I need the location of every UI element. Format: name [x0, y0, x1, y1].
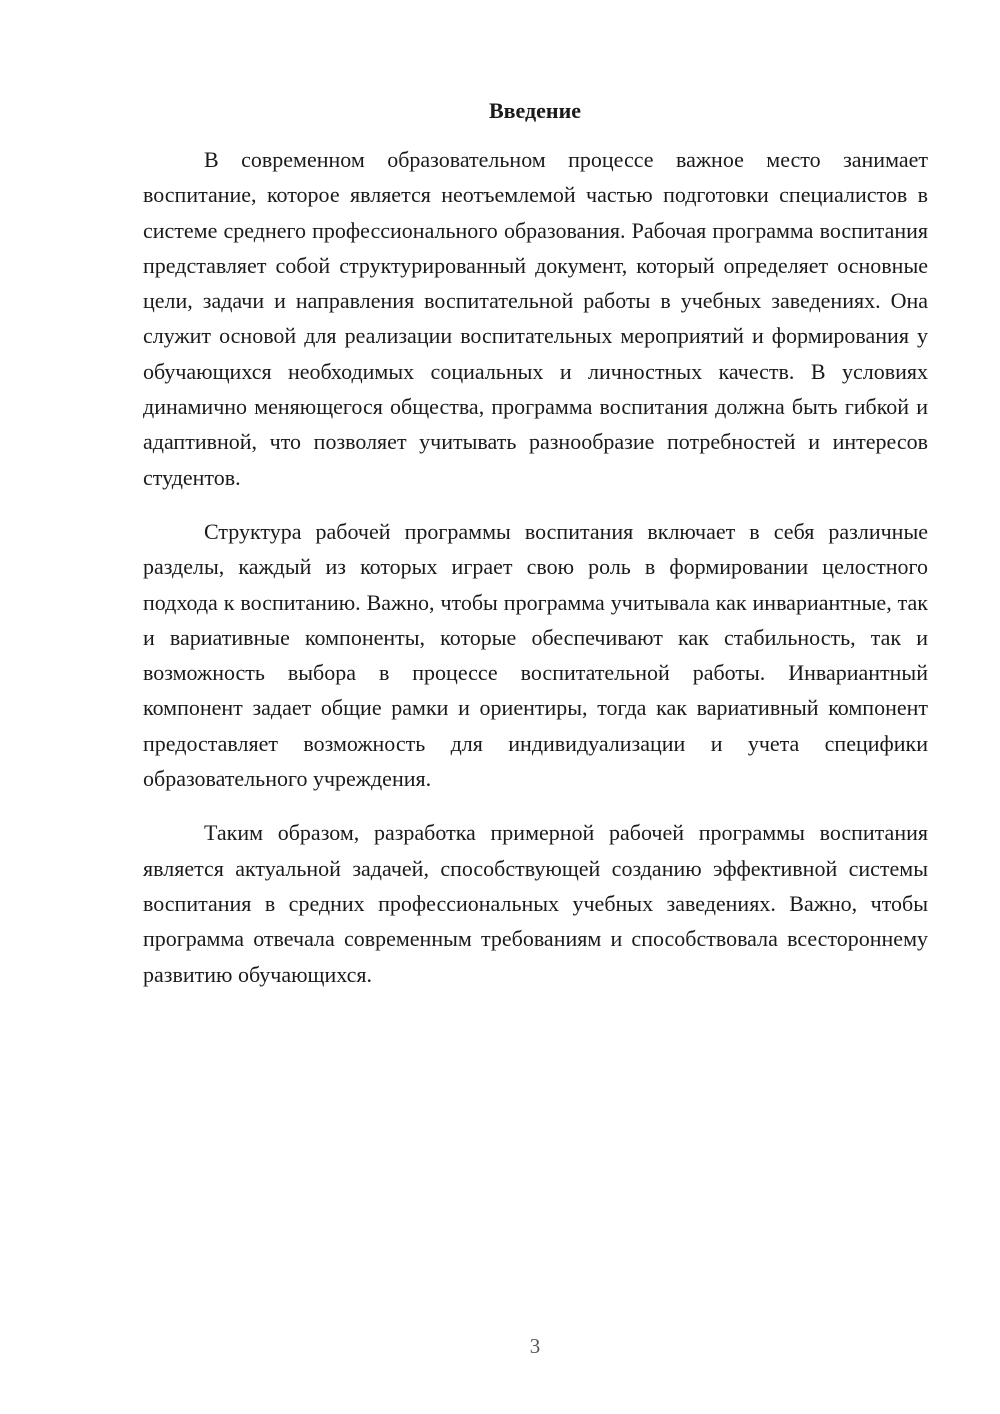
paragraph-3: Таким образом, разработка примерной рабочей программы воспитания является актуальной задачей, способствующей созданию эффективной системы воспитания в средних профессиональных учебных заведениях. Важно, чтобы программа отвечала современным требованиям и способствовала всестороннему развитию обучающихся. — [143, 820, 928, 987]
paragraph-1: В современном образовательном процессе важное место занимает воспитание, которое является неотъемлемой частью подготовки специалистов в системе среднего профессионального образования. Рабочая программа воспитания представляет собой структурированный документ, который определяет основные цели, задачи и направления воспитательной работы в учебных заведениях. Она служит основой для реализации воспитательных мероприятий и формирования у обучающихся необходимых социальных и личностных качеств. В условиях динамично меняющегося общества, программа воспитания должна быть гибкой и адаптивной, что позволяет учитывать разнообразие потребностей и интересов студентов. — [143, 147, 928, 490]
page-number: 3 — [529, 1334, 541, 1358]
document-body — [143, 142, 928, 1011]
paragraph-2: Структура рабочей программы воспитания включает в себя различные разделы, каждый из которых играет свою роль в формировании целостного подхода к воспитанию. Важно, чтобы программа учитывала как инвариантные, так и вариативные компоненты, которые обеспечивают как стабильность, так и возможность выбора в процессе воспитательной работы. Инвариантный компонент задает общие рамки и ориентиры, тогда как вариативный компонент предоставляет возможность для индивидуализации и учета специфики образовательного учреждения. — [143, 518, 928, 792]
page-title: Введение — [488, 98, 582, 123]
